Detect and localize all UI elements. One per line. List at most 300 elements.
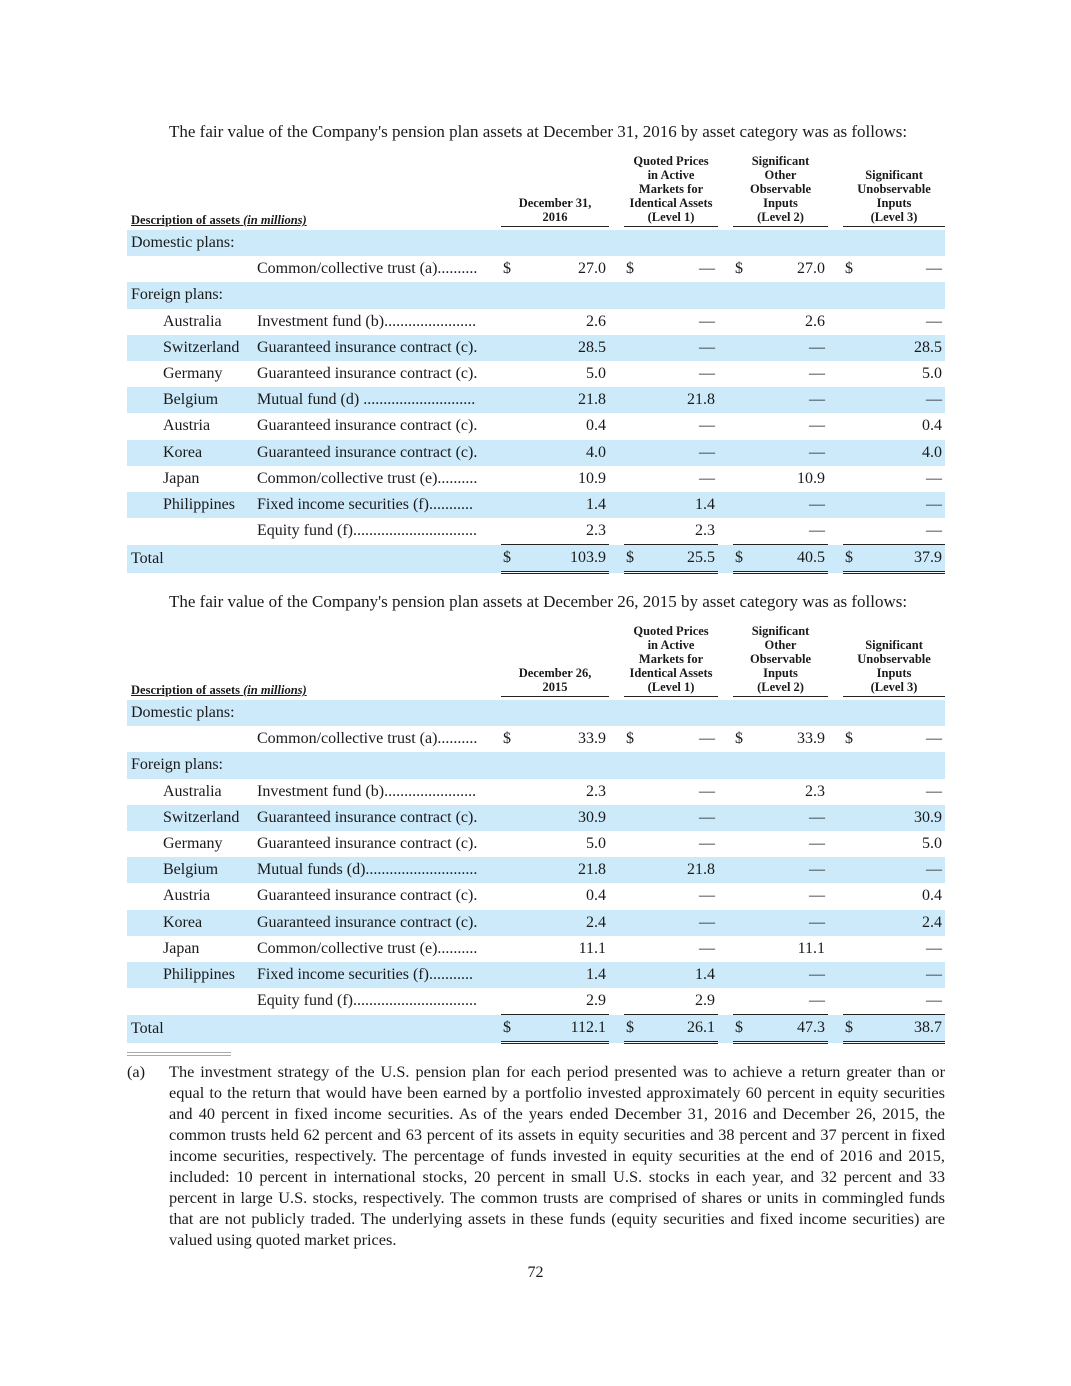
currency-sign — [624, 910, 636, 936]
column-header-line: Inputs — [876, 666, 912, 680]
column-gap — [828, 440, 843, 466]
currency-sign — [501, 518, 513, 545]
value-total: 30.9 — [513, 805, 609, 831]
value-l3: 0.4 — [922, 417, 943, 435]
value-l1: — — [636, 440, 718, 466]
column-gap — [609, 805, 624, 831]
column-gap — [718, 883, 733, 909]
value-total: 2.9 — [586, 992, 607, 1010]
column-gap — [718, 335, 733, 361]
column-gap — [828, 624, 843, 700]
currency-sign — [624, 309, 636, 335]
column-header-line: in Active — [647, 168, 695, 182]
domestic-plans-row — [127, 230, 945, 256]
column-header-col2 — [624, 624, 718, 700]
value-total: 21.8 — [513, 857, 609, 883]
column-gap — [828, 857, 843, 883]
currency-sign — [733, 857, 745, 883]
column-gap — [609, 361, 624, 387]
value-l3: — — [926, 469, 943, 487]
column-header-line: in Active — [647, 638, 695, 652]
column-gap — [718, 779, 733, 805]
value-l2: — — [745, 962, 828, 988]
country-cell: Philippines — [127, 492, 257, 518]
currency-sign — [733, 831, 745, 857]
column-header-line: Significant — [865, 168, 923, 182]
column-header-lines — [843, 168, 945, 227]
column-header-line: Markets for — [638, 652, 704, 666]
currency-sign — [843, 910, 855, 936]
value-l1: — — [699, 835, 716, 853]
column-header-line: Inputs — [876, 196, 912, 210]
value-l2: 2.3 — [805, 782, 826, 800]
currency-sign — [501, 831, 513, 857]
currency-sign — [733, 962, 745, 988]
currency-sign — [843, 883, 855, 909]
currency-sign — [501, 466, 513, 492]
table-row — [127, 779, 945, 805]
value-l1: 2.9 — [695, 992, 716, 1010]
fair-value-table-2016 — [127, 154, 945, 574]
asset-description: Guaranteed insurance contract (c). — [257, 887, 478, 905]
currency-sign — [501, 492, 513, 518]
value-l2: — — [809, 417, 826, 435]
asset-description: Guaranteed insurance contract (c). — [257, 335, 501, 361]
currency-sign — [624, 779, 636, 805]
currency-sign — [624, 831, 636, 857]
value-l3: — — [926, 992, 943, 1010]
country-cell: Japan — [163, 469, 200, 487]
asset-description: Guaranteed insurance contract (c). — [257, 365, 478, 383]
currency-sign — [843, 440, 855, 466]
table-row — [127, 936, 945, 962]
column-gap — [718, 962, 733, 988]
description-header-text: Description of assets — [131, 683, 241, 697]
value-l1: — — [699, 417, 716, 435]
value-l2: — — [809, 887, 826, 905]
currency-sign — [501, 805, 513, 831]
column-gap — [828, 805, 843, 831]
column-gap — [609, 883, 624, 909]
table-row — [127, 466, 945, 492]
value-l3: 5.0 — [922, 365, 943, 383]
currency-sign — [624, 335, 636, 361]
column-header-line: Quoted Prices — [633, 624, 709, 638]
currency-sign — [624, 413, 636, 439]
value-l3: 4.0 — [855, 440, 945, 466]
currency-sign — [624, 883, 636, 909]
country-cell — [127, 988, 257, 1015]
value-total: 2.3 — [586, 782, 607, 800]
value-l1: — — [636, 910, 718, 936]
column-gap — [718, 805, 733, 831]
column-header-lines — [733, 624, 828, 697]
country-cell: Switzerland — [127, 805, 257, 831]
column-gap — [828, 256, 843, 282]
country-cell: Korea — [127, 910, 257, 936]
column-gap — [718, 988, 733, 1015]
currency-sign — [733, 910, 745, 936]
currency-sign — [501, 309, 513, 335]
value-l3: 2.4 — [855, 910, 945, 936]
value-l3: 5.0 — [922, 835, 943, 853]
column-header-lines — [624, 154, 718, 227]
value-l2: 27.0 — [797, 260, 826, 278]
value-l3: 38.7 — [855, 1015, 945, 1043]
fair-value-table-2015 — [127, 624, 945, 1044]
currency-sign — [733, 492, 745, 518]
column-gap — [828, 361, 843, 387]
column-gap — [609, 962, 624, 988]
column-gap — [718, 309, 733, 335]
footnote-text: The investment strategy of the U.S. pension plan for each period presented was to achieve a return greater than or equal to the return that would have been earned by a portfolio invested approximately 60 percent in equity securities and 40 percent in fixed income securities. As of the years ended December 31, 2016 and December 26, 2015, the common trusts held 62 percent and 63 percent of its assets in equity securities and 38 percent and 37 percent in fixed income securities, respectively. The percentage of funds invested in equity securities at the end of 2016 and 2015, included: 10 percent in international stocks, 20 percent in small U.S. stocks in each year, and 32 percent and 33 percent in large U.S. stocks, respectively. The common trusts are comprised of shares or units in commingled funds that are not publicly traded. The underlying assets in these funds (equity securities and fixed income securities) are valued using quoted market prices. — [169, 1062, 945, 1249]
currency-sign: $ — [503, 730, 512, 748]
value-total: 10.9 — [578, 469, 607, 487]
total-row — [127, 1015, 945, 1043]
column-header-line: 2016 — [542, 210, 568, 224]
currency-sign — [501, 962, 513, 988]
value-l2: 10.9 — [797, 469, 826, 487]
column-gap — [609, 910, 624, 936]
currency-sign — [843, 831, 855, 857]
column-gap — [828, 466, 843, 492]
asset-description: Common/collective trust (e).......... — [257, 939, 478, 957]
footnote-divider — [127, 1052, 231, 1056]
value-l3: 37.9 — [855, 545, 945, 573]
currency-sign — [624, 857, 636, 883]
currency-sign: $ — [503, 260, 512, 278]
column-header-col4 — [843, 154, 945, 230]
value-total: 4.0 — [513, 440, 609, 466]
value-l2: — — [809, 522, 826, 540]
column-header-line: Identical Assets — [629, 196, 713, 210]
value-l1: — — [699, 730, 716, 748]
table-row — [127, 857, 945, 883]
asset-description: Investment fund (b)....................... — [257, 312, 477, 330]
currency-sign: $ — [843, 1015, 855, 1043]
currency-sign — [843, 413, 855, 439]
description-header-text: Description of assets — [131, 213, 241, 227]
asset-description: Equity fund (f)............................... — [257, 992, 477, 1010]
country-cell: Switzerland — [127, 335, 257, 361]
domestic-plans-row — [127, 700, 945, 726]
currency-sign — [733, 413, 745, 439]
column-header-line: (Level 2) — [757, 680, 804, 694]
value-l1: — — [636, 805, 718, 831]
column-gap — [609, 466, 624, 492]
currency-sign — [843, 962, 855, 988]
table-row — [127, 805, 945, 831]
table-row — [127, 309, 945, 335]
column-header-line: Inputs — [763, 666, 798, 680]
asset-description: Mutual fund (d) ............................ — [257, 387, 501, 413]
value-total: 103.9 — [513, 545, 609, 573]
currency-sign: $ — [733, 1015, 745, 1043]
table-row — [127, 518, 945, 545]
currency-sign — [843, 779, 855, 805]
total-label: Total — [127, 1015, 501, 1043]
value-l1: 2.3 — [695, 522, 716, 540]
country-cell: Germany — [163, 365, 223, 383]
currency-sign: $ — [733, 545, 745, 573]
currency-sign — [624, 988, 636, 1015]
value-total: 2.3 — [586, 522, 607, 540]
value-total: 0.4 — [586, 887, 607, 905]
asset-description: Common/collective trust (a).......... — [257, 730, 478, 748]
value-total: 112.1 — [513, 1015, 609, 1043]
column-gap — [609, 857, 624, 883]
column-gap — [718, 936, 733, 962]
column-gap — [718, 518, 733, 545]
column-header-line: Significant — [751, 624, 810, 638]
column-gap — [828, 962, 843, 988]
value-l2: — — [745, 387, 828, 413]
value-total: 1.4 — [513, 492, 609, 518]
column-gap — [718, 413, 733, 439]
domestic-plans-row-label: Domestic plans: — [127, 230, 945, 256]
value-l2: — — [745, 910, 828, 936]
value-l1: 26.1 — [636, 1015, 718, 1043]
column-gap — [609, 779, 624, 805]
currency-sign — [501, 936, 513, 962]
header-row — [127, 154, 945, 230]
asset-description: Guaranteed insurance contract (c). — [257, 910, 501, 936]
value-l3: — — [855, 492, 945, 518]
column-header-line: (Level 3) — [870, 680, 918, 694]
description-header-units: (in millions) — [243, 213, 307, 227]
value-l2: 40.5 — [745, 545, 828, 573]
column-header-line: Quoted Prices — [633, 154, 709, 168]
column-gap — [609, 492, 624, 518]
column-header-col1 — [501, 154, 609, 230]
column-gap — [718, 1015, 733, 1043]
description-header — [127, 624, 501, 700]
value-l3: — — [926, 260, 943, 278]
column-gap — [718, 361, 733, 387]
value-l2: 11.1 — [797, 939, 826, 957]
value-l2: — — [745, 492, 828, 518]
column-gap — [828, 387, 843, 413]
value-l2: — — [745, 335, 828, 361]
currency-sign — [501, 988, 513, 1015]
column-header-col3 — [733, 154, 828, 230]
column-header-line: Identical Assets — [629, 666, 713, 680]
currency-sign — [501, 387, 513, 413]
table-row — [127, 883, 945, 909]
value-total: 1.4 — [513, 962, 609, 988]
column-gap — [718, 492, 733, 518]
value-total: 33.9 — [578, 730, 607, 748]
column-header-line: (Level 1) — [647, 680, 695, 694]
column-gap — [718, 910, 733, 936]
table-row — [127, 387, 945, 413]
country-cell — [127, 256, 257, 282]
column-header-line: Significant — [751, 154, 810, 168]
footnote-mark: (a) — [127, 1062, 146, 1081]
asset-description: Guaranteed insurance contract (c). — [257, 417, 478, 435]
table-row — [127, 256, 945, 282]
column-header-line: (Level 1) — [647, 210, 695, 224]
asset-description: Equity fund (f)............................... — [257, 522, 477, 540]
value-l3: — — [926, 939, 943, 957]
asset-description: Fixed income securities (f)........... — [257, 492, 501, 518]
currency-sign: $ — [845, 260, 854, 278]
currency-sign — [624, 936, 636, 962]
value-l1: — — [699, 782, 716, 800]
value-total: 5.0 — [586, 365, 607, 383]
asset-description: Mutual funds (d)............................ — [257, 857, 501, 883]
currency-sign — [843, 335, 855, 361]
total-label: Total — [127, 545, 501, 573]
currency-sign — [501, 335, 513, 361]
currency-sign — [733, 335, 745, 361]
column-gap — [828, 910, 843, 936]
currency-sign — [624, 962, 636, 988]
currency-sign — [501, 413, 513, 439]
column-gap — [828, 518, 843, 545]
column-header-col4 — [843, 624, 945, 700]
currency-sign — [733, 805, 745, 831]
column-gap — [609, 256, 624, 282]
column-header-line: December 31, — [518, 196, 592, 210]
column-gap — [828, 883, 843, 909]
intro-2016-text: The fair value of the Company's pension plan assets at December 31, 2016 by asset category was as follows: — [169, 122, 908, 141]
column-header-lines — [501, 666, 609, 697]
value-l1: 1.4 — [636, 962, 718, 988]
currency-sign — [843, 387, 855, 413]
column-gap — [609, 518, 624, 545]
value-l2: 33.9 — [797, 730, 826, 748]
currency-sign — [501, 779, 513, 805]
value-l3: — — [855, 387, 945, 413]
column-gap — [828, 936, 843, 962]
column-gap — [718, 154, 733, 230]
value-l1: 1.4 — [636, 492, 718, 518]
asset-description: Common/collective trust (e).......... — [257, 469, 478, 487]
value-l3: — — [926, 522, 943, 540]
currency-sign: $ — [624, 1015, 636, 1043]
column-gap — [609, 936, 624, 962]
column-header-line: December 26, — [518, 666, 592, 680]
value-l2: — — [745, 805, 828, 831]
column-gap — [828, 545, 843, 573]
value-total: 11.1 — [578, 939, 607, 957]
value-l3: — — [855, 962, 945, 988]
value-total: 21.8 — [513, 387, 609, 413]
currency-sign: $ — [501, 1015, 513, 1043]
column-gap — [718, 831, 733, 857]
column-gap — [828, 154, 843, 230]
value-l1: 25.5 — [636, 545, 718, 573]
value-l1: — — [699, 260, 716, 278]
currency-sign — [733, 988, 745, 1015]
column-header-line: (Level 3) — [870, 210, 918, 224]
column-header-line: Other — [764, 168, 797, 182]
currency-sign — [733, 779, 745, 805]
currency-sign: $ — [735, 730, 744, 748]
currency-sign — [501, 857, 513, 883]
foreign-plans-row — [127, 282, 945, 308]
value-l1: — — [699, 939, 716, 957]
column-header-line: 2015 — [542, 680, 568, 694]
value-l2: — — [809, 835, 826, 853]
description-header-units: (in millions) — [243, 683, 307, 697]
country-cell: Austria — [163, 417, 211, 435]
description-header — [127, 154, 501, 230]
currency-sign: $ — [501, 545, 513, 573]
currency-sign: $ — [845, 730, 854, 748]
currency-sign — [624, 466, 636, 492]
value-l1: — — [699, 469, 716, 487]
value-l2: — — [745, 440, 828, 466]
domestic-plans-row-label: Domestic plans: — [127, 700, 945, 726]
asset-description: Guaranteed insurance contract (c). — [257, 835, 478, 853]
column-gap — [718, 256, 733, 282]
table-row — [127, 440, 945, 466]
column-gap — [718, 466, 733, 492]
value-l1: — — [699, 312, 716, 330]
currency-sign: $ — [624, 545, 636, 573]
value-l1: — — [636, 335, 718, 361]
table-row — [127, 413, 945, 439]
column-gap — [718, 440, 733, 466]
column-header-col3 — [733, 624, 828, 700]
column-gap — [718, 545, 733, 573]
column-header-line: Inputs — [763, 196, 798, 210]
country-cell: Belgium — [127, 387, 257, 413]
column-gap — [609, 335, 624, 361]
foreign-plans-row-label: Foreign plans: — [127, 282, 945, 308]
column-gap — [718, 387, 733, 413]
currency-sign — [843, 466, 855, 492]
country-cell — [127, 518, 257, 545]
country-cell: Australia — [163, 782, 222, 800]
currency-sign — [733, 466, 745, 492]
currency-sign — [733, 883, 745, 909]
column-header-line: Observable — [749, 652, 812, 666]
value-l1: — — [699, 887, 716, 905]
asset-description: Guaranteed insurance contract (c). — [257, 805, 501, 831]
table-row — [127, 988, 945, 1015]
column-header-col2 — [624, 154, 718, 230]
table-row — [127, 361, 945, 387]
table-row — [127, 910, 945, 936]
column-gap — [609, 387, 624, 413]
value-l2: 47.3 — [745, 1015, 828, 1043]
column-gap — [828, 726, 843, 752]
column-header-lines — [733, 154, 828, 227]
value-l3: 30.9 — [855, 805, 945, 831]
column-header-lines — [501, 196, 609, 227]
table-row — [127, 962, 945, 988]
value-total: 5.0 — [586, 835, 607, 853]
value-l3: — — [855, 857, 945, 883]
country-cell: Philippines — [127, 962, 257, 988]
currency-sign — [843, 805, 855, 831]
column-gap — [609, 988, 624, 1015]
currency-sign — [624, 361, 636, 387]
total-row — [127, 545, 945, 573]
column-gap — [609, 624, 624, 700]
table-row — [127, 726, 945, 752]
asset-description: Guaranteed insurance contract (c). — [257, 440, 501, 466]
currency-sign — [843, 309, 855, 335]
column-header-line: Other — [764, 638, 797, 652]
currency-sign: $ — [626, 730, 635, 748]
column-gap — [828, 492, 843, 518]
currency-sign — [501, 883, 513, 909]
currency-sign — [843, 518, 855, 545]
